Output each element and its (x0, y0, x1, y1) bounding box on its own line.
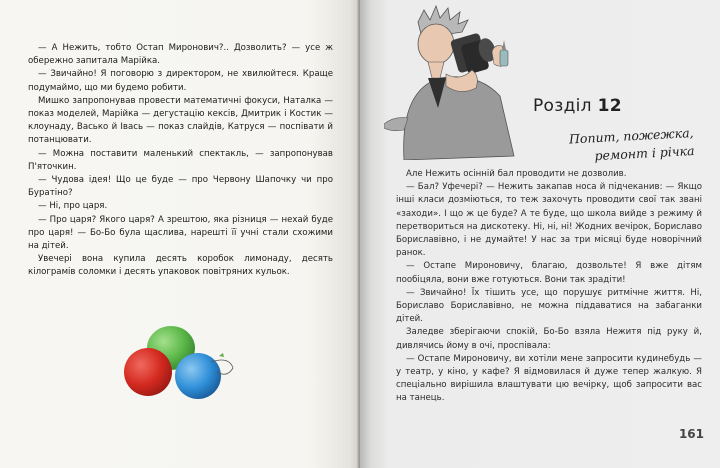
paragraph: — Остапе Мироновичу, благаю, дозвольте! Я вже дітям пообіцяла, вони вже готуються. Вони так зрадіти! (396, 261, 702, 285)
paragraph: — Про царя? Якого царя? А зрештою, яка різниця — нехай буде про царя! — Бо-Бо була щаслива, нарешті її учні стали схожими на дітей. (28, 214, 333, 252)
chapter-heading (533, 96, 622, 116)
binoculars-icon (450, 33, 498, 75)
paragraph: — Можна поставити маленький спектакль, — запропонував П'яточкин. (28, 148, 333, 172)
chapter-subtitle-line: ремонт і річка (594, 142, 695, 164)
chapter-label: Розділ (533, 96, 592, 116)
page-number: 161 (678, 427, 704, 441)
chapter-number: 12 (597, 96, 622, 116)
paragraph: — Бал? Уфечері? — Нежить закапав носа й підчеканив: — Якщо інші класи дозміються, то теж захочуть проводити свої так звані «заходи». І що ж це буде? А те буде, що школа вийде з режиму й перетвориться на дискотеку. Ні, ні, ні! Жодних вечірок, Бориславо Бориславівно, і не думайте! У нас за три місяці буде новорічний ранок. (396, 182, 702, 259)
right-page-text (396, 168, 702, 406)
paragraph: — Звичайно! Їх тішить усе, що порушує ритмічне життя. Ні, Бориславо Бориславівно, не можна піддаватися на забаганки дітей. (396, 287, 702, 325)
paragraph: — А Нежить, тобто Остап Миронович?.. Дозволить? — усе ж обережно запитала Марійка. (28, 43, 333, 67)
paragraph: — Остапе Мироновичу, ви хотіли мене запросити кудинебудь — у театр, у кіно, у кафе? Я відмовилася й дуже тепер жалкую. Я спеціально вирішила влаштувати цю вечірку, щоб запросити вас на танець. (396, 353, 702, 404)
chapter-subtitle (523, 124, 695, 169)
nose-drops-bottle-icon (500, 40, 508, 66)
man-with-binoculars-illustration (384, 4, 534, 160)
chapter-subtitle-line: Попит, пожежка, (568, 125, 694, 147)
paragraph: Але Нежить осінній бал проводити не дозволив. (406, 169, 627, 179)
paragraph: — Чудова ідея! Що це буде — про Червону Шапочку чи про Буратіно? (28, 175, 333, 199)
paragraph: Мишко запропонував провести математичні фокуси, Наталка — показ моделей, Марійка — дегустацію кексів, Дмитрик і Костик — клоунаду, Васько й Івась — показ слайдів, Катруся — поспівати й потанцювати. (28, 95, 333, 146)
right-page (360, 0, 720, 468)
left-page-text (28, 42, 333, 280)
red-balloon (124, 348, 172, 396)
paragraph: — Звичайно! Я поговорю з директором, не хвилюйтеся. Краще подумаймо, що ми будемо робити. (28, 69, 333, 93)
paragraph: Увечері вона купила десять коробок лимонаду, десять кілограмів соломки і десять упаковок повітряних кульок. (28, 254, 333, 278)
balloons-illustration (115, 322, 240, 408)
paragraph: Заледве зберігаючи спокій, Бо-Бо взяла Нежитя під руку й, дивлячись йому в очі, проспівала: (396, 327, 702, 351)
paragraph: — Ні, про царя. (38, 201, 108, 212)
blue-balloon (175, 353, 221, 399)
